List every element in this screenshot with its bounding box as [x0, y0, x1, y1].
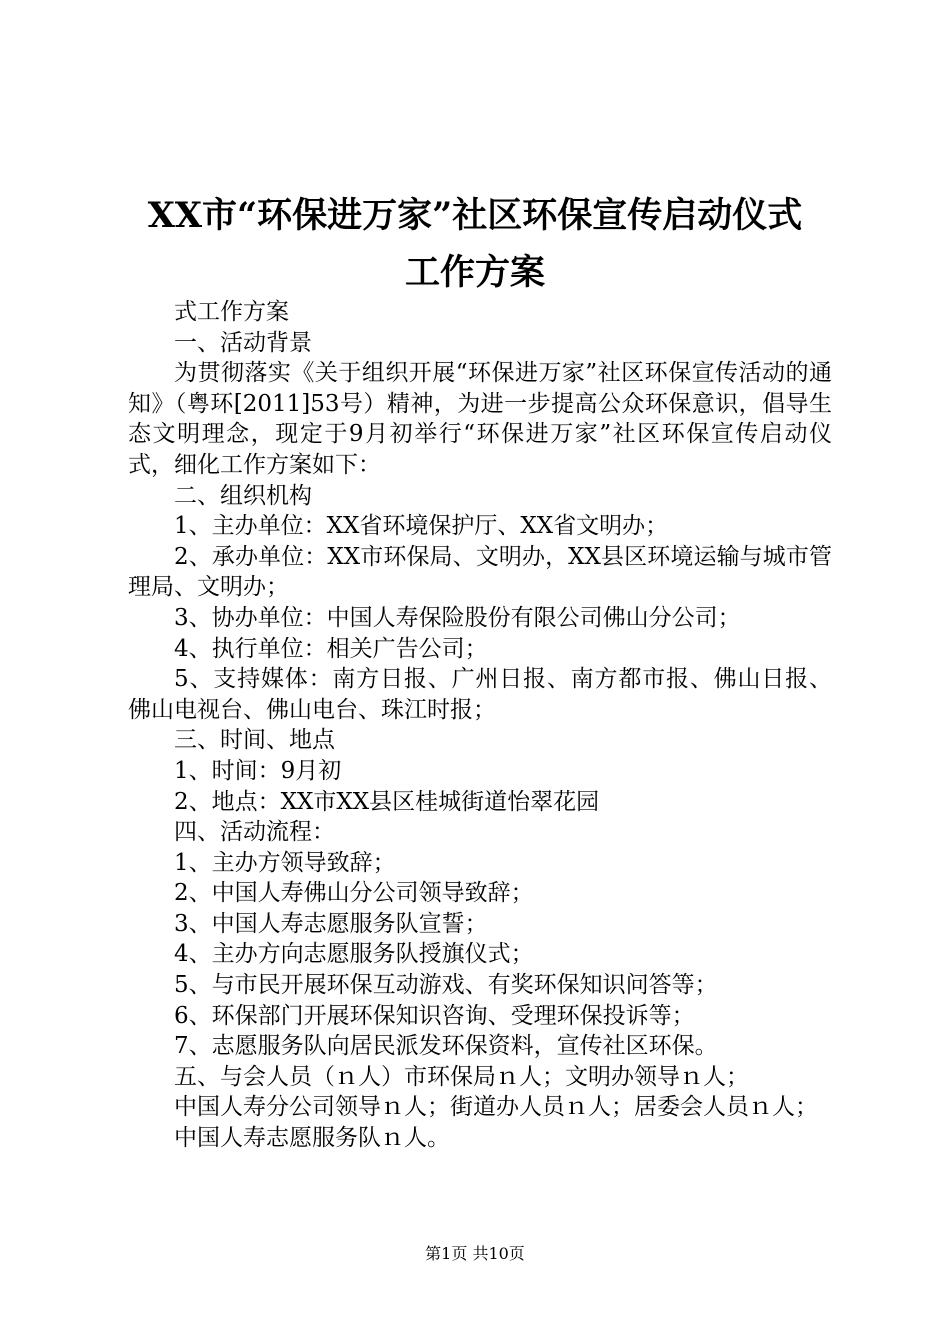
document-title-continued: 工作方案: [404, 252, 545, 293]
document-body: [128, 297, 832, 1154]
paragraph: 中国人寿志愿服务队ｎ人。: [174, 1125, 450, 1152]
list-item: 5、支持媒体：南方日报、广州日报、南方都市报、佛山日报、佛山电视台、佛山电台、珠江时报；: [128, 666, 832, 723]
list-item: 2、中国人寿佛山分公司领导致辞；: [174, 880, 534, 907]
list-item: 2、地点：XX市XX县区桂城街道怡翠花园: [174, 788, 600, 815]
list-item: 2、承办单位：XX市环保局、文明办，XX县区环境运输与城市管理局、文明办；: [128, 543, 832, 601]
paragraph: 为贯彻落实《关于组织开展“环保进万家”社区环保宣传活动的通知》（粤环[2011]53号）精神，为进一步提高公众环保意识，倡导生态文明理念，现定于9月初举行“环保进万家”社区环保宣传启动仪式，细化工作方案如下：: [128, 360, 832, 478]
list-item: 3、协办单位：中国人寿保险股份有限公司佛山分公司；: [174, 604, 741, 631]
document-title: XX市“环保进万家”社区环保宣传启动仪式: [147, 195, 803, 236]
section-heading: 三、时间、地点: [174, 727, 335, 754]
list-item: 4、执行单位：相关广告公司；: [174, 635, 488, 662]
section-heading: 四、活动流程：: [174, 819, 335, 846]
list-item: 7、志愿服务队向居民派发环保资料，宣传社区环保。: [174, 1033, 718, 1060]
list-item: 5、与市民开展环保互动游戏、有奖环保知识问答等；: [174, 972, 718, 999]
list-item: 1、时间：9月初: [174, 757, 342, 784]
list-item: 3、中国人寿志愿服务队宣誓；: [174, 910, 488, 937]
section-heading: 二、组织机构: [174, 482, 312, 509]
paragraph: 式工作方案: [174, 299, 289, 325]
paragraph: 中国人寿分公司领导ｎ人；街道办人员ｎ人；居委会人员ｎ人；: [174, 1094, 818, 1121]
page-number: 第1页 共10页: [425, 1244, 525, 1263]
list-item: 4、主办方向志愿服务队授旗仪式；: [174, 941, 534, 968]
list-item: 1、主办单位：XX省环境保护厅、XX省文明办；: [174, 513, 669, 540]
list-item: 6、环保部门开展环保知识咨询、受理环保投诉等；: [174, 1002, 695, 1029]
section-heading: 一、活动背景: [174, 329, 312, 356]
section-heading: 五、与会人员（ｎ人）市环保局ｎ人；文明办领导ｎ人；: [174, 1063, 749, 1090]
list-item: 1、主办方领导致辞；: [174, 849, 396, 876]
